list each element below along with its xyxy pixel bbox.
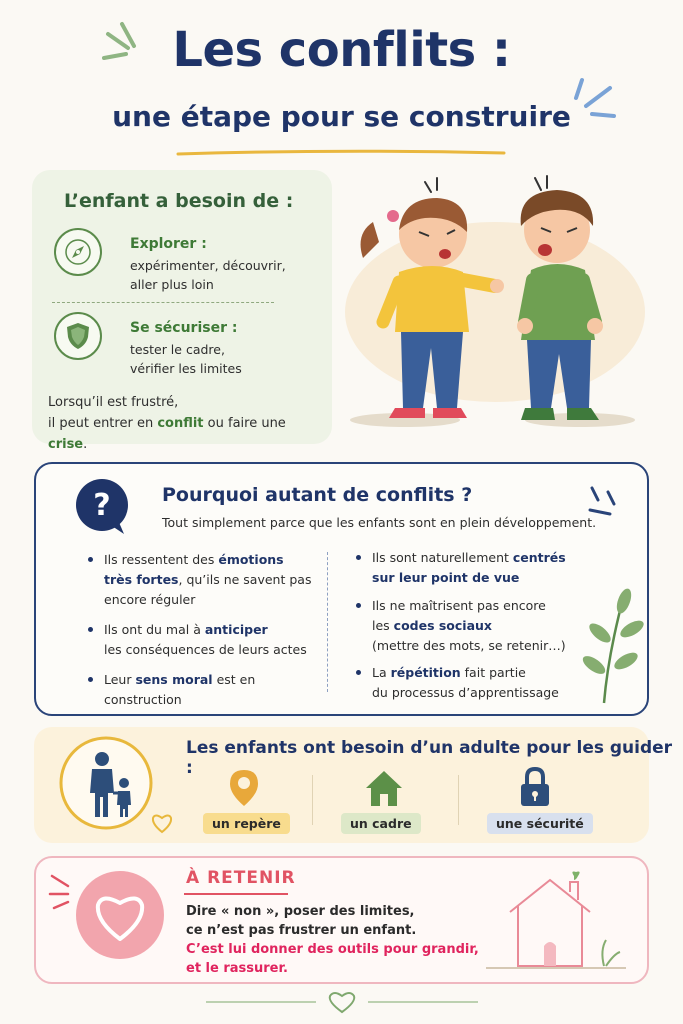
why-right-bullet-2: Ils ne maîtrisent pas encore les codes sociaux (mettre des mots, se retenir…) — [356, 596, 576, 656]
why-heading: Pourquoi autant de conflits ? — [162, 484, 473, 506]
retenir-text — [186, 903, 479, 978]
need-securiser-line2: vérifier les limites — [130, 361, 242, 376]
why-left-bullet-2: Ils ont du mal à anticiper les conséquences de leurs actes — [88, 620, 323, 660]
need-explorer-line1: expérimenter, découvrir, — [130, 258, 286, 273]
closing-line2: il peut entrer en conflit ou faire une crise. — [48, 415, 286, 452]
question-bubble-icon — [72, 476, 134, 538]
adult-child-icon — [58, 735, 158, 835]
retenir-heading-underline — [184, 893, 288, 895]
page-title: Les conflits : — [172, 22, 511, 78]
why-right-bullet-1: Ils sont naturellement centrés sur leur point de vue — [356, 548, 576, 588]
needs-divider — [52, 302, 274, 303]
compass-icon — [54, 228, 102, 276]
why-left-bullet-3: Leur sens moral est en construction — [88, 670, 323, 710]
location-pin-icon — [228, 768, 260, 808]
retenir-line2: ce n’est pas frustrer un enfant. — [186, 922, 417, 938]
leaf-branch-icon — [574, 585, 644, 705]
heart-badge-icon — [74, 869, 166, 961]
kw-crise: crise — [48, 436, 84, 452]
guide-separator-1 — [312, 775, 313, 825]
needs-heading: L’enfant a besoin de : — [64, 190, 294, 212]
why-column-divider — [327, 552, 328, 692]
closing-line1: Lorsqu’il est frustré, — [48, 395, 179, 410]
title-underline — [176, 148, 506, 158]
guide-item-repere: un repère — [203, 813, 290, 834]
sparkle-why-icon — [586, 484, 626, 520]
padlock-icon — [518, 766, 552, 808]
guide-item-cadre: un cadre — [341, 813, 421, 834]
retenir-heading: À RETENIR — [186, 868, 296, 888]
needs-closing-text — [48, 393, 328, 455]
need-securiser-title: Se sécuriser : — [130, 320, 238, 336]
need-explorer-title: Explorer : — [130, 236, 207, 252]
why-subheading: Tout simplement parce que les enfants sont en plein développement. — [162, 515, 597, 530]
page-subtitle: une étape pour se construire — [112, 100, 571, 133]
children-arguing-illustration — [345, 172, 650, 442]
svg-text:?: ? — [93, 488, 111, 523]
guide-heading: Les enfants ont besoin d’un adulte pour les guider : — [186, 738, 673, 778]
house-outline-illustration — [486, 870, 636, 974]
kw-conflit: conflit — [157, 415, 204, 431]
guide-item-securite: une sécurité — [487, 813, 593, 834]
house-icon — [364, 768, 404, 808]
retenir-line1: Dire « non », poser des limites, — [186, 904, 415, 919]
why-left-bullet-1: Ils ressentent des émotions très fortes, qu’ils ne savent pas encore réguler — [88, 550, 318, 610]
why-right-bullet-3: La répétition fait partie du processus d’apprentissage — [356, 663, 576, 703]
need-explorer-line2: aller plus loin — [130, 277, 214, 292]
retenir-line4: et le rassurer. — [186, 960, 288, 976]
footer-heart-ornament — [204, 990, 480, 1014]
guide-separator-2 — [458, 775, 459, 825]
heart-small-icon — [150, 812, 174, 834]
retenir-line3: C’est lui donner des outils pour grandir, — [186, 941, 479, 957]
shield-icon — [54, 312, 102, 360]
need-securiser-line1: tester le cadre, — [130, 342, 225, 357]
